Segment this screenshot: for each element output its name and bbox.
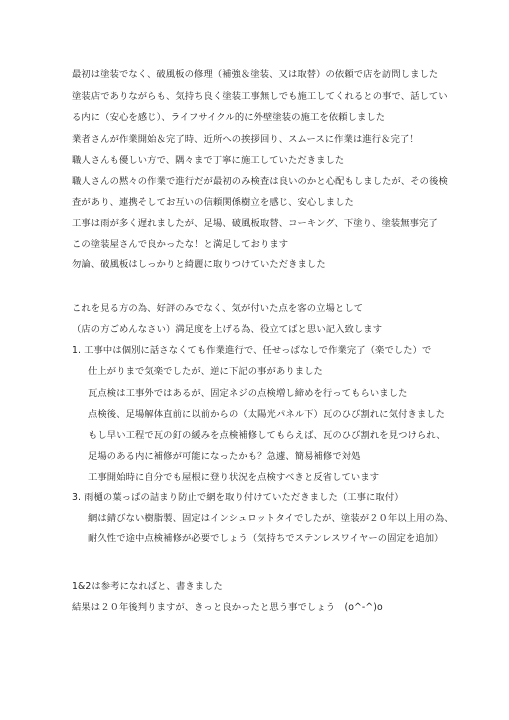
text-line: 網は錆びない樹脂製、固定はインシュロットタイでしたが、塗装が２０年以上用の為、 [88,513,454,524]
text-line: 瓦点検は工事外ではあるが、固定ネジの点検増し締めを行ってもらいました [88,388,408,399]
text-line: 職人さんも優しい方で、隅々まで丁寧に施工していただきました [72,155,345,166]
text-line: これを見る方の為、好評のみでなく、気が付いた点を客の立場として [72,303,364,314]
text-line: 1&2は参考になればと、書きました [72,581,223,592]
text-line: 査があり、連携そしてお互いの信頼関係樹立を感じ、安心しました [72,197,354,208]
text-line: 勿論、破風板はしっかりと綺麗に取りつけていただきました [72,259,326,270]
text-line: 足場のある内に補修が可能になったかも？急遽、簡易補修で対処 [88,451,361,462]
list-item-3: 3. 雨樋の葉っぱの詰まり防止で網を取り付けていただきました（工事に取付） [72,492,404,503]
text-line: 塗装店でありながらも、気持ち良く塗装工事無しでも施工してくれるとの事で、話してい [72,91,448,102]
text-line: 結果は２０年後判りますが、きっと良かったと思う事でしょう (o^-^)o [72,602,383,613]
text-line: 職人さんの黙々の作業で進行だが最初のみ検査は良いのかと心配もしましたが、その後検 [72,176,448,187]
text-line: 工事開始時に自分でも屋根に登り状況を点検すべきと反省しています [88,472,380,483]
text-line: （店の方ごめんなさい）満足度を上げる為、役立てばと思い記入致します [72,324,383,335]
text-line: 耐久性で途中点検補修が必要でしょう（気持ちでステンレスワイヤーの固定を追加） [88,533,444,544]
text-line: る内に（安心を感じ）、ライフサイクル的に外壁塗装の施工を依頼しました [72,112,386,123]
text-line: 仕上がりまで気楽でしたが、逆に下記の事がありました [88,366,323,377]
list-item-1: 1. 工事中は個別に話さなくても作業進行で、任せっぱなしで作業完了（楽でした）で [72,345,432,356]
text-line: 点検後、足場解体直前に以前からの（太陽光パネル下）瓦のひび割れに気付きました [88,409,446,420]
text-line: 工事は雨が多く遅れましたが、足場、破風板取替、コーキング、下塗り、塗装無事完了 [72,218,438,229]
text-line: 最初は塗装でなく、破風板の修理（補強＆塗装、又は取替）の依頼で店を訪問しました [72,69,439,80]
text-line: もし早い工程で瓦の釘の緩みを点検補修してもらえば、瓦のひび割れを見つけられ、 [88,430,446,441]
text-line: この塗装屋さんで良かったな！と満足しております [72,239,289,250]
text-line: 業者さんが作業開始＆完了時、近所への挨拶回り、スムースに作業は進行＆完了！ [72,134,419,145]
